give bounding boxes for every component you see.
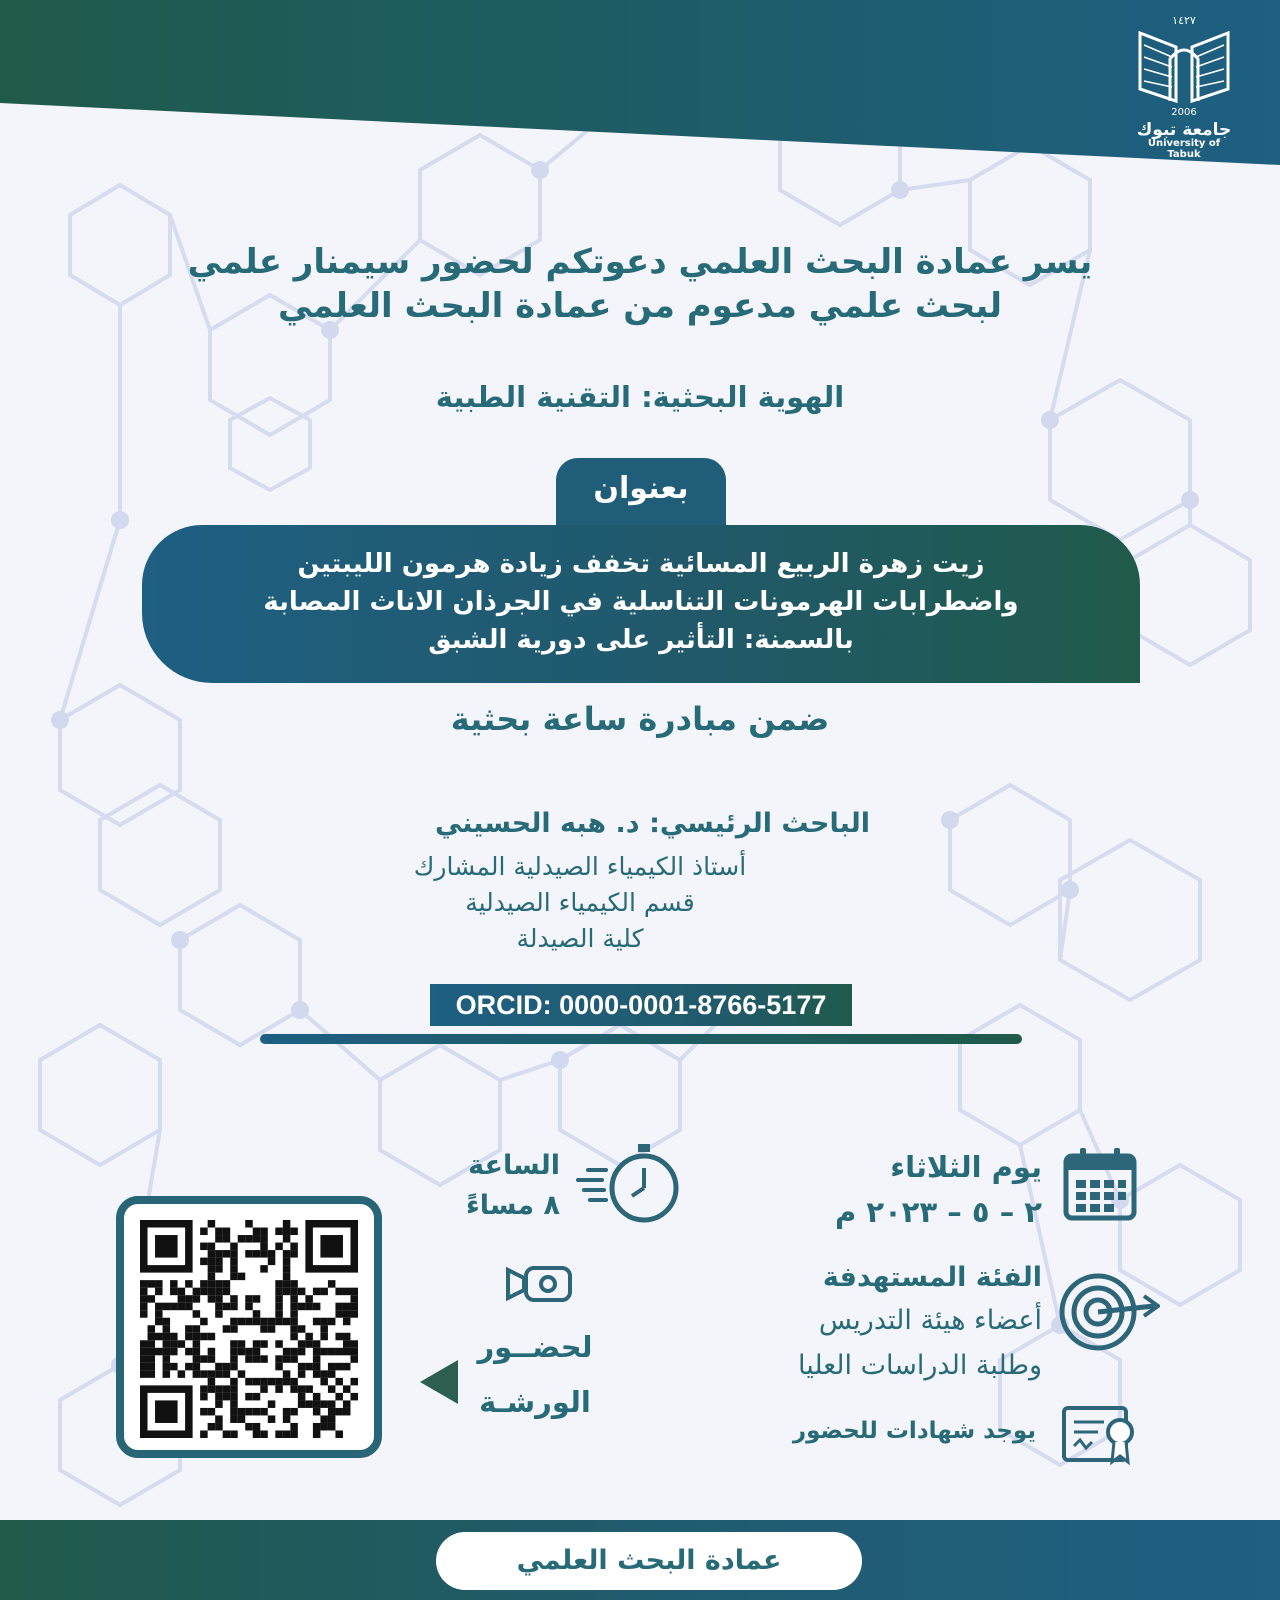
target-audience-line-1: أعضاء هيئة التدريس: [818, 1305, 1042, 1336]
footer-deanship: عمادة البحث العلمي: [436, 1532, 862, 1590]
researcher-college: كلية الصيدلة: [516, 924, 644, 953]
seminar-title: [202, 545, 1080, 659]
target-audience-label: الفئة المستهدفة: [822, 1262, 1042, 1293]
target-icon: [1056, 1270, 1160, 1356]
university-logo: [1130, 14, 1238, 160]
calendar-icon: [1062, 1146, 1138, 1222]
target-audience-line-2: وطلبة الدراسات العليا: [797, 1350, 1042, 1381]
seminar-title-box: [142, 525, 1140, 683]
certificates-note: يوجد شهادات للحضور: [792, 1418, 1036, 1444]
certificate-icon: [1060, 1402, 1142, 1472]
attend-line-1: لحضــور: [477, 1330, 593, 1364]
title-line-3: بالسمنة: التأثير على دورية الشبق: [428, 625, 854, 655]
stopwatch-icon: [576, 1140, 682, 1226]
section-divider: [260, 1034, 1022, 1044]
title-line-2: واضطرابات الهرمونات التناسلية في الجرذان الاناث المصابة: [263, 587, 1019, 617]
attend-line-2: الورشـة: [479, 1385, 591, 1419]
book-gate-icon: [1136, 27, 1232, 107]
intro-line-1: يسر عمادة البحث العلمي دعوتكم لحضور سيمنار علمي: [187, 242, 1093, 282]
research-identity: الهوية البحثية: التقنية الطبية: [435, 380, 845, 414]
title-line-1: زيت زهرة الربيع المسائية تخفف زيادة هرمون الليبتين: [297, 549, 985, 579]
researcher-department: قسم الكيمياء الصيدلية: [465, 888, 695, 917]
logo-name-arabic: جامعة تبوك: [1136, 120, 1232, 140]
play-arrow-icon: [414, 1356, 462, 1408]
researcher-position: أستاذ الكيمياء الصيدلية المشارك: [413, 852, 747, 881]
initiative-label: ضمن مبادرة ساعة بحثية: [450, 700, 830, 738]
title-tab: بعنوان: [556, 458, 726, 528]
invitation-intro: [150, 240, 1130, 328]
qr-code[interactable]: [140, 1220, 358, 1438]
event-date: ٢ – ٥ – ٢٠٢٣ م: [835, 1195, 1042, 1229]
header-band: [0, 0, 1280, 170]
event-time-label: الساعة: [468, 1150, 560, 1181]
logo-name-english: University of Tabuk: [1147, 138, 1221, 160]
event-day: يوم الثلاثاء: [890, 1150, 1042, 1184]
event-time-value: ٨ مساءً: [465, 1190, 560, 1221]
logo-year-hijri: ١٤٢٧: [1172, 14, 1196, 27]
researcher-name: الباحث الرئيسي: د. هبه الحسيني: [434, 808, 870, 839]
logo-year-gregorian: 2006: [1171, 107, 1197, 118]
qr-code-frame[interactable]: [116, 1196, 382, 1458]
orcid-badge: ORCID: 0000-0001-8766-5177: [430, 984, 852, 1026]
intro-line-2: لبحث علمي مدعوم من عمادة البحث العلمي: [277, 286, 1003, 326]
video-camera-icon: [504, 1264, 574, 1304]
